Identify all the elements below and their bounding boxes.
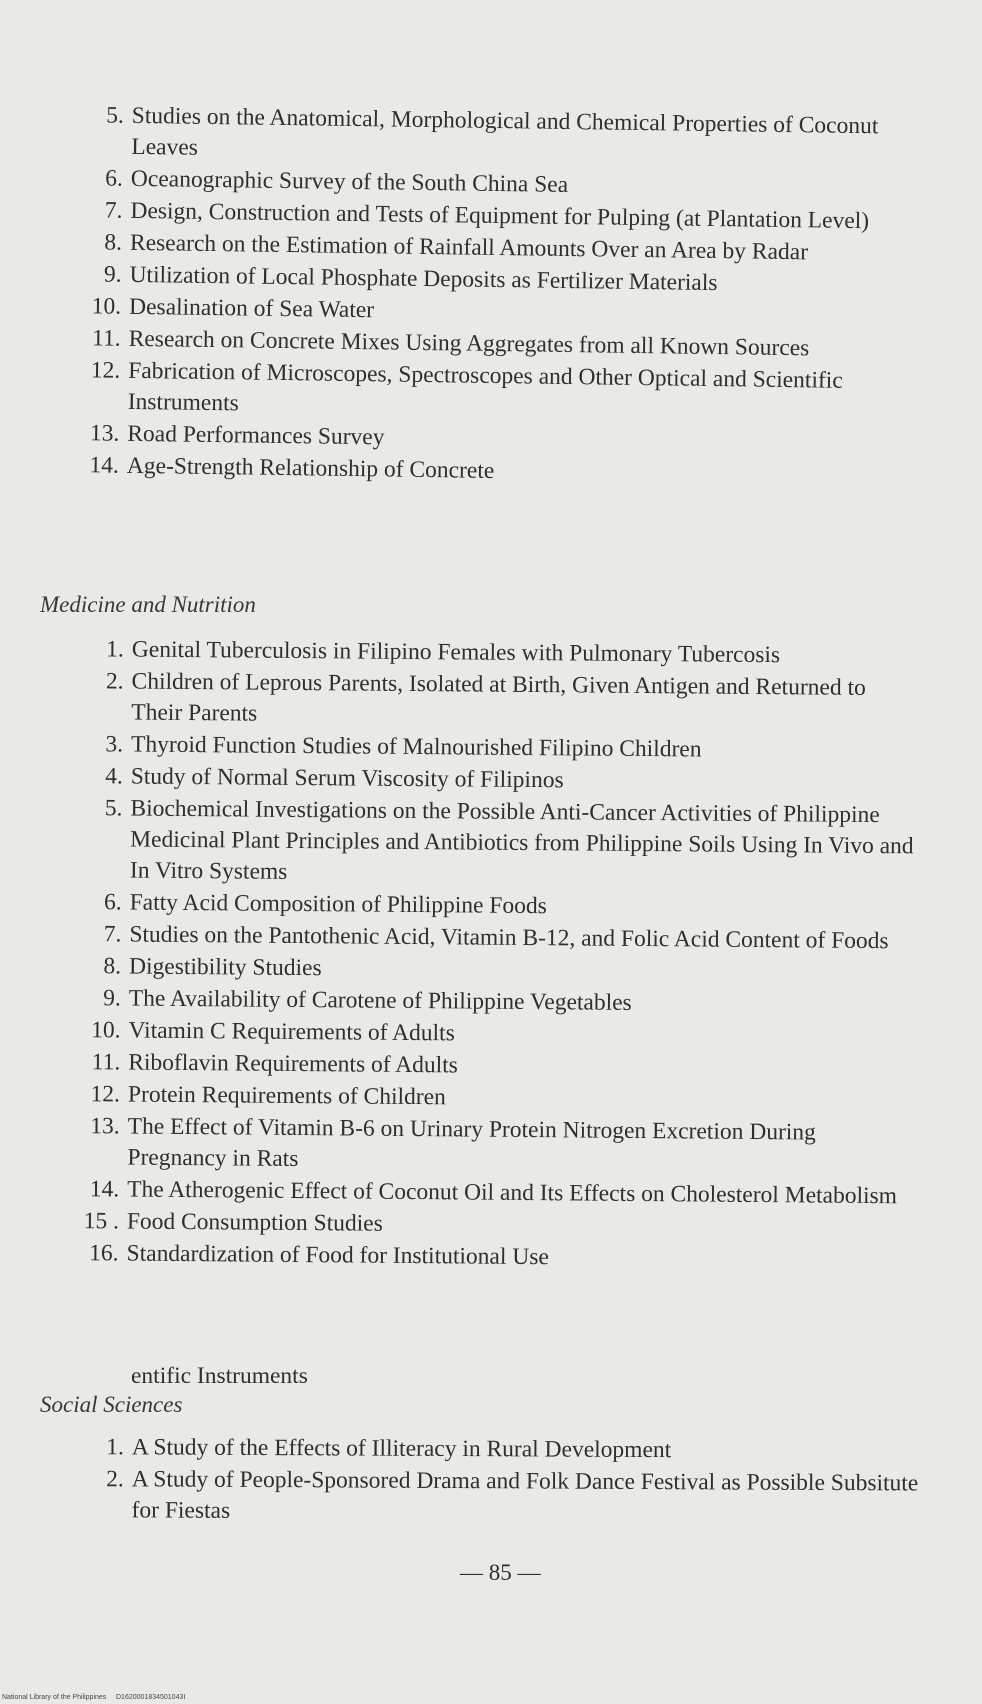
item-number: 7. (103, 921, 122, 948)
item-title: Food Consumption Studies (126, 1208, 383, 1237)
item-title: Standardization of Food for Institutional Use (126, 1240, 549, 1271)
item-number: 5. (104, 795, 123, 822)
social-sciences-project-list (70, 1432, 920, 1531)
engineering-project-list (65, 100, 920, 494)
item-number: 16. (89, 1240, 119, 1267)
list-item (70, 1464, 920, 1530)
list-item (64, 1238, 914, 1276)
item-title: The Effect of Vitamin B-6 on Urinary Protein Nitrogen Excretion During Pregnancy in Rats (127, 1113, 816, 1173)
section-heading-medicine-nutrition: Medicine and Nutrition (40, 592, 256, 617)
medicine-project-list (64, 634, 920, 1277)
item-title: Design, Construction and Tests of Equipment for Pulping (at Plantation Level) (130, 197, 870, 235)
item-number: 2. (106, 1466, 124, 1493)
page-number: — 85 — (460, 1560, 541, 1585)
list-item (66, 355, 917, 429)
item-number: 8. (104, 229, 123, 256)
item-number: 1. (106, 1434, 124, 1461)
item-title: Genital Tuberculosis in Filipino Females with Pulmonary Tubercosis (131, 636, 781, 669)
item-title: Biochemical Investigations on the Possible Anti-Cancer Activities of Philippine Medicinal Plant Principles and Antibiotics from Philippine Soils Using In Vivo and In Vitro Systems (129, 795, 914, 885)
list-item (69, 100, 920, 174)
item-title: Riboflavin Requirements of Adults (128, 1049, 458, 1079)
item-title: The Atherogenic Effect of Coconut Oil and Its Effects on Cholesterol Metabolism (127, 1176, 898, 1210)
item-title: A Study of People-Sponsored Drama and Folk Dance Festival as Possible Subsitute for Fiestas (131, 1466, 919, 1524)
item-title: Thyroid Function Studies of Malnourished Filipino Children (130, 731, 702, 763)
item-title: Digestibility Studies (128, 953, 322, 982)
item-title: Research on Concrete Mixes Using Aggregates from all Known Sources (128, 325, 810, 362)
item-title: A Study of the Effects of Illiteracy in Rural Development (131, 1434, 672, 1464)
item-number: 4. (105, 763, 123, 790)
item-number: 1. (106, 636, 124, 663)
item-number: 13. (89, 420, 120, 447)
item-number: 11. (91, 325, 121, 352)
item-number: 7. (104, 197, 123, 224)
item-number: 15 . (83, 1208, 119, 1235)
item-number: 13. (90, 1113, 120, 1140)
item-title: Study of Normal Serum Viscosity of Filipinos (130, 763, 564, 794)
item-title: Road Performances Survey (127, 420, 385, 451)
item-number: 8. (103, 953, 122, 980)
list-item (65, 1111, 916, 1180)
list-item (70, 1432, 920, 1467)
item-number: 2. (105, 668, 124, 695)
item-title: Studies on the Pantothenic Acid, Vitamin B-12, and Folic Acid Content of Foods (129, 921, 889, 955)
item-title: Studies on the Anatomical, Morphological and Chemical Properties of Coconut Leaves (131, 102, 879, 161)
item-number: 10. (91, 1017, 121, 1044)
item-number: 5. (105, 102, 124, 129)
item-number: 6. (105, 165, 124, 192)
section-heading-social-sciences: Social Sciences (40, 1392, 183, 1417)
item-title: Protein Requirements of Children (127, 1081, 446, 1111)
item-number: 10. (91, 293, 122, 320)
item-number: 3. (105, 731, 124, 758)
stray-text-line: entific Instruments (131, 1363, 308, 1389)
scan-footer-text: National Library of the Philippines D1620001834501043I (2, 1694, 186, 1701)
item-title: Fatty Acid Composition of Philippine Foods (129, 889, 547, 920)
item-title: Vitamin C Requirements of Adults (128, 1017, 455, 1047)
item-number: 9. (103, 261, 122, 288)
item-title: Age-Strength Relationship of Concrete (126, 452, 495, 484)
item-title: Utilization of Local Phosphate Deposits as Fertilizer Materials (129, 261, 718, 297)
item-number: 6. (103, 889, 122, 916)
item-number: 11. (91, 1049, 121, 1076)
item-title: Desalination of Sea Water (128, 293, 375, 324)
item-number: 9. (103, 985, 121, 1012)
item-title: Research on the Estimation of Rainfall Amounts Over an Area by Radar (129, 229, 809, 266)
list-item (68, 793, 919, 893)
item-title: Fabrication of Microscopes, Spectroscopes and Other Optical and Scientific Instruments (127, 357, 843, 417)
item-title: The Availability of Carotene of Philippine Vegetables (128, 985, 632, 1016)
list-item (69, 666, 920, 735)
item-number: 14. (89, 1176, 120, 1203)
item-number: 14. (89, 452, 120, 479)
item-title: Oceanographic Survey of the South China Sea (130, 165, 569, 198)
item-number: 12. (90, 357, 121, 384)
item-title: Children of Leprous Parents, Isolated at Birth, Given Antigen and Returned to Their Parents (131, 668, 866, 727)
item-number: 12. (90, 1081, 121, 1108)
